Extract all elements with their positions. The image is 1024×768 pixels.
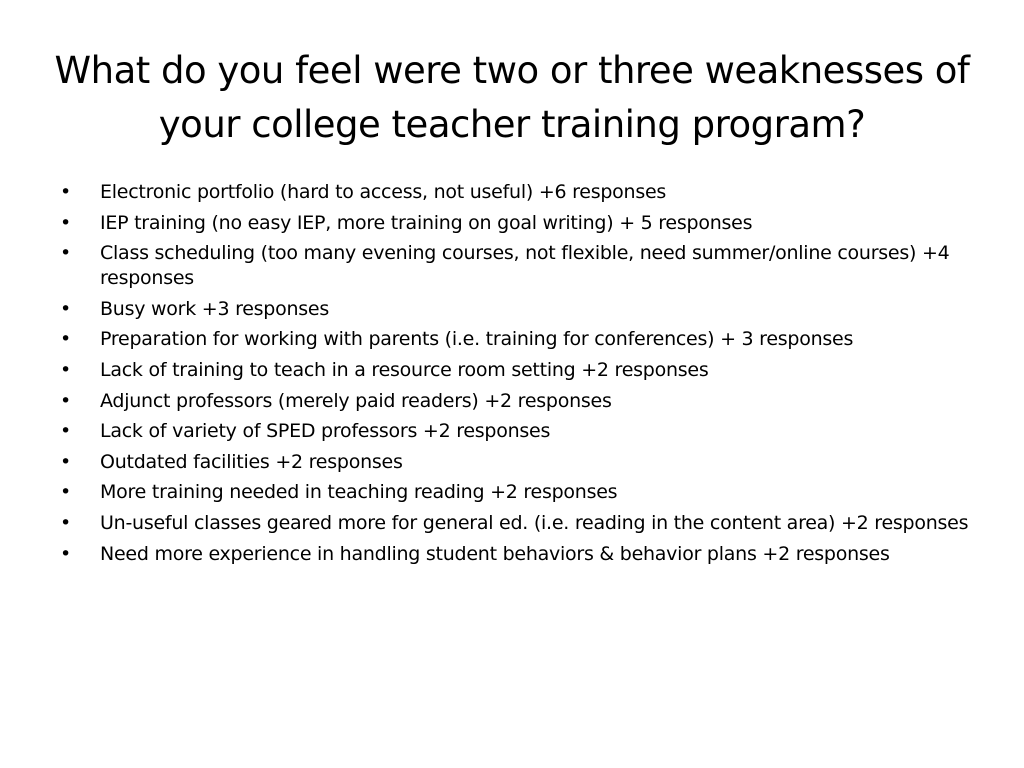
list-item (60, 211, 980, 236)
bullet-icon: • (60, 389, 71, 412)
bullet-icon: • (60, 181, 71, 203)
slide-title: What do you feel were two or three weaknesses of your college teacher training program? (54, 49, 970, 146)
list-item (60, 389, 980, 414)
list-item-text: IEP training (no easy IEP, more training on goal writing) + 5 responses (100, 211, 753, 234)
list-item (60, 480, 980, 505)
bullet-icon: • (60, 328, 71, 351)
list-item-text: Outdated facilities +2 responses (100, 450, 403, 473)
list-item (60, 180, 980, 205)
bullet-icon: • (60, 358, 71, 381)
bullet-list (60, 180, 980, 572)
bullet-icon: • (60, 511, 71, 534)
bullet-icon: • (60, 211, 71, 234)
list-item (60, 419, 980, 444)
list-item (60, 297, 980, 322)
list-item-text: More training needed in teaching reading +2 responses (100, 481, 618, 504)
list-item (60, 511, 980, 536)
list-item-text: Lack of variety of SPED professors +2 responses (100, 420, 551, 443)
list-item-text: Preparation for working with parents (i.e. training for conferences) + 3 responses (100, 328, 854, 351)
bullet-icon: • (60, 297, 71, 320)
bullet-icon: • (60, 481, 71, 504)
list-item-text: Class scheduling (too many evening courses, not flexible, need summer/online courses) +4 responses (100, 242, 950, 290)
bullet-icon: • (60, 420, 71, 443)
bullet-icon: • (60, 242, 71, 265)
list-item (60, 327, 980, 352)
bullet-icon: • (60, 450, 71, 473)
list-item-text: Busy work +3 responses (100, 297, 330, 320)
list-item-text: Un-useful classes geared more for general ed. (i.e. reading in the content area) +2 responses (100, 511, 969, 534)
list-item (60, 450, 980, 475)
list-item (60, 542, 980, 567)
list-item-text: Lack of training to teach in a resource room setting +2 responses (100, 358, 709, 381)
list-item-text: Electronic portfolio (hard to access, not useful) +6 responses (100, 181, 667, 203)
bullet-icon: • (60, 542, 71, 565)
list-item (60, 358, 980, 383)
list-item-text: Adjunct professors (merely paid readers) +2 responses (100, 389, 612, 412)
list-item (60, 241, 980, 291)
list-item-text: Need more experience in handling student behaviors & behavior plans +2 responses (100, 542, 890, 565)
